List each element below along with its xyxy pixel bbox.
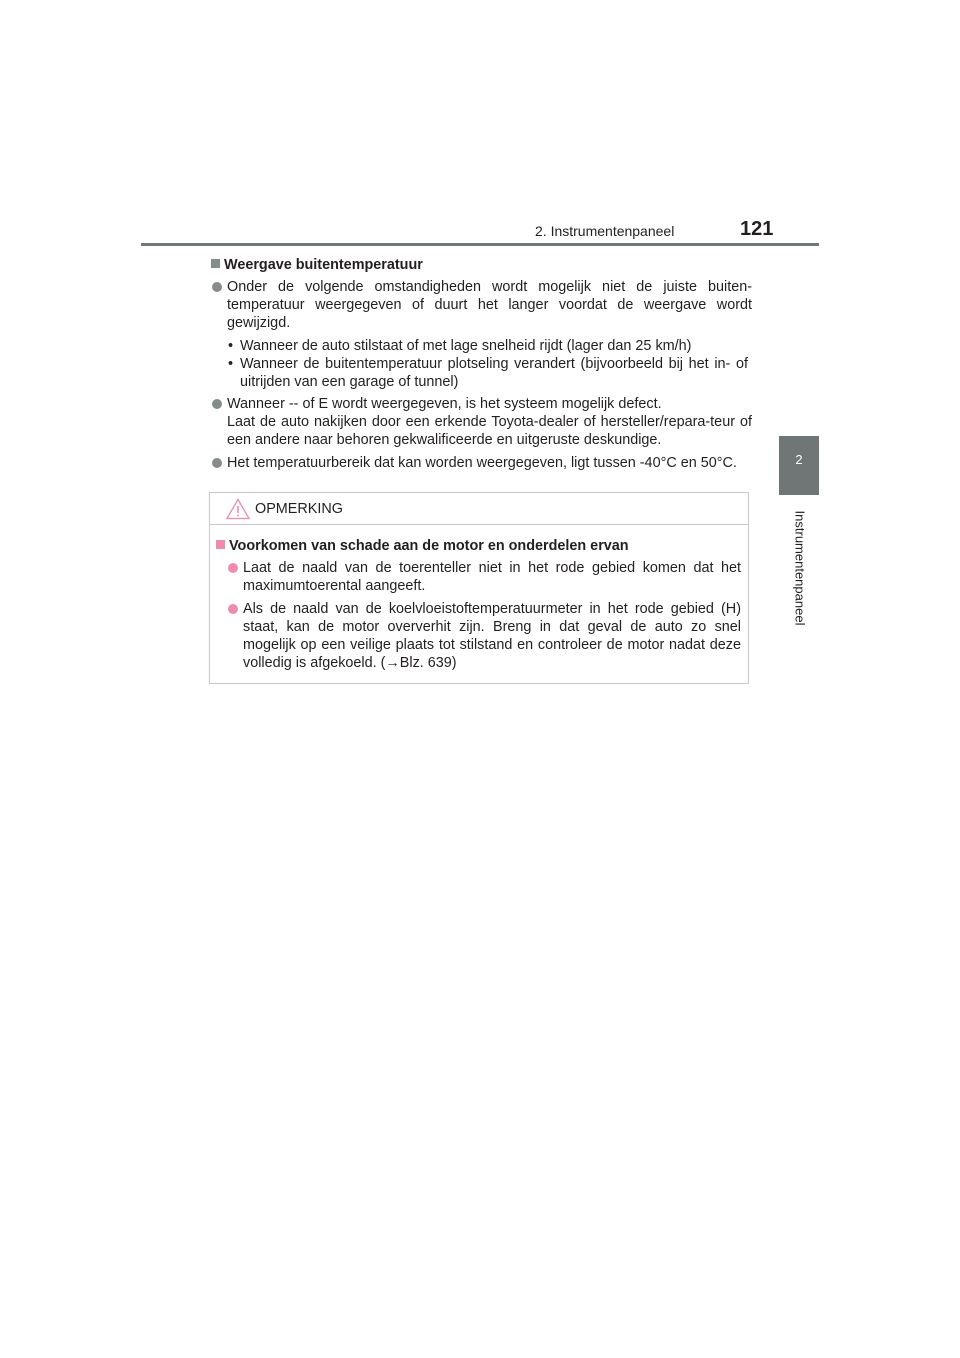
notice-title: OPMERKING [255, 501, 343, 517]
bullet-dot-icon [228, 563, 238, 573]
chapter-side-label: Instrumentenpaneel [792, 510, 808, 626]
header-rule [141, 243, 819, 246]
list-item-text: Wanneer -- of E wordt weergegeven, is het systeem mogelijk defect. [227, 396, 662, 412]
square-bullet-icon [216, 540, 225, 549]
square-bullet-icon [211, 259, 220, 268]
list-item [211, 278, 752, 332]
list-item-text: Het temperatuurbereik dat kan worden weergegeven, ligt tussen -40°C en 50°C. [227, 455, 737, 471]
list-item [211, 395, 752, 449]
notice-list-item-text: Als de naald van de koelvloeistoftemperatuurmeter in het rode gebied (H) staat, kan de motor oververhit zijn. Breng in dat geval de auto zo snel mogelijk op een veilige plaats tot stilstand en controleer de motor nadat deze volledig is afgekoeld. (→Blz. 639) [243, 601, 741, 671]
sub-bullet-icon: • [228, 356, 234, 372]
sub-list-item [211, 337, 752, 355]
chapter-tab[interactable] [779, 436, 819, 495]
notice-heading [216, 537, 741, 555]
sub-bullet-icon: • [228, 338, 234, 354]
bullet-dot-icon [228, 604, 238, 614]
bullet-dot-icon [212, 282, 222, 292]
notice-box [209, 492, 749, 684]
notice-heading-text: Voorkomen van schade aan de motor en onderdelen ervan [229, 538, 629, 554]
bullet-dot-icon [212, 458, 222, 468]
chapter-tab-number: 2 [795, 452, 803, 467]
section-heading-text: Weergave buitentemperatuur [224, 257, 423, 273]
page-number: 121 [740, 218, 774, 240]
list-item [211, 454, 752, 472]
sub-list [211, 337, 752, 391]
list-item-continuation: Laat de auto nakijken door een erkende Toyota-dealer of hersteller/repara-teur of een andere naar behoren gekwalificeerde en uitgeruste deskundige. [227, 414, 752, 448]
section-heading [211, 256, 752, 274]
sub-list-item-text: Wanneer de auto stilstaat of met lage snelheid rijdt (lager dan 25 km/h) [240, 338, 692, 354]
notice-list-item [216, 600, 741, 672]
sub-list-item [211, 355, 752, 391]
warning-triangle-icon [226, 498, 250, 520]
bullet-dot-icon [212, 399, 222, 409]
notice-body [210, 525, 748, 672]
notice-header [210, 493, 748, 525]
chapter-title: 2. Instrumentenpaneel [535, 223, 675, 239]
list-item-text: Onder de volgende omstandigheden wordt mogelijk niet de juiste buiten-temperatuur weergegeven of duurt het langer voordat de weergave wordt gewijzigd. [227, 279, 752, 331]
notice-list-item [216, 559, 741, 595]
sub-list-item-text: Wanneer de buitentemperatuur plotseling verandert (bijvoorbeeld bij het in- of uitrijden van een garage of tunnel) [240, 356, 748, 390]
outside-temperature-section [211, 256, 752, 477]
notice-list-item-text: Laat de naald van de toerenteller niet in het rode gebied komen dat het maximumtoerental aangeeft. [243, 560, 741, 594]
